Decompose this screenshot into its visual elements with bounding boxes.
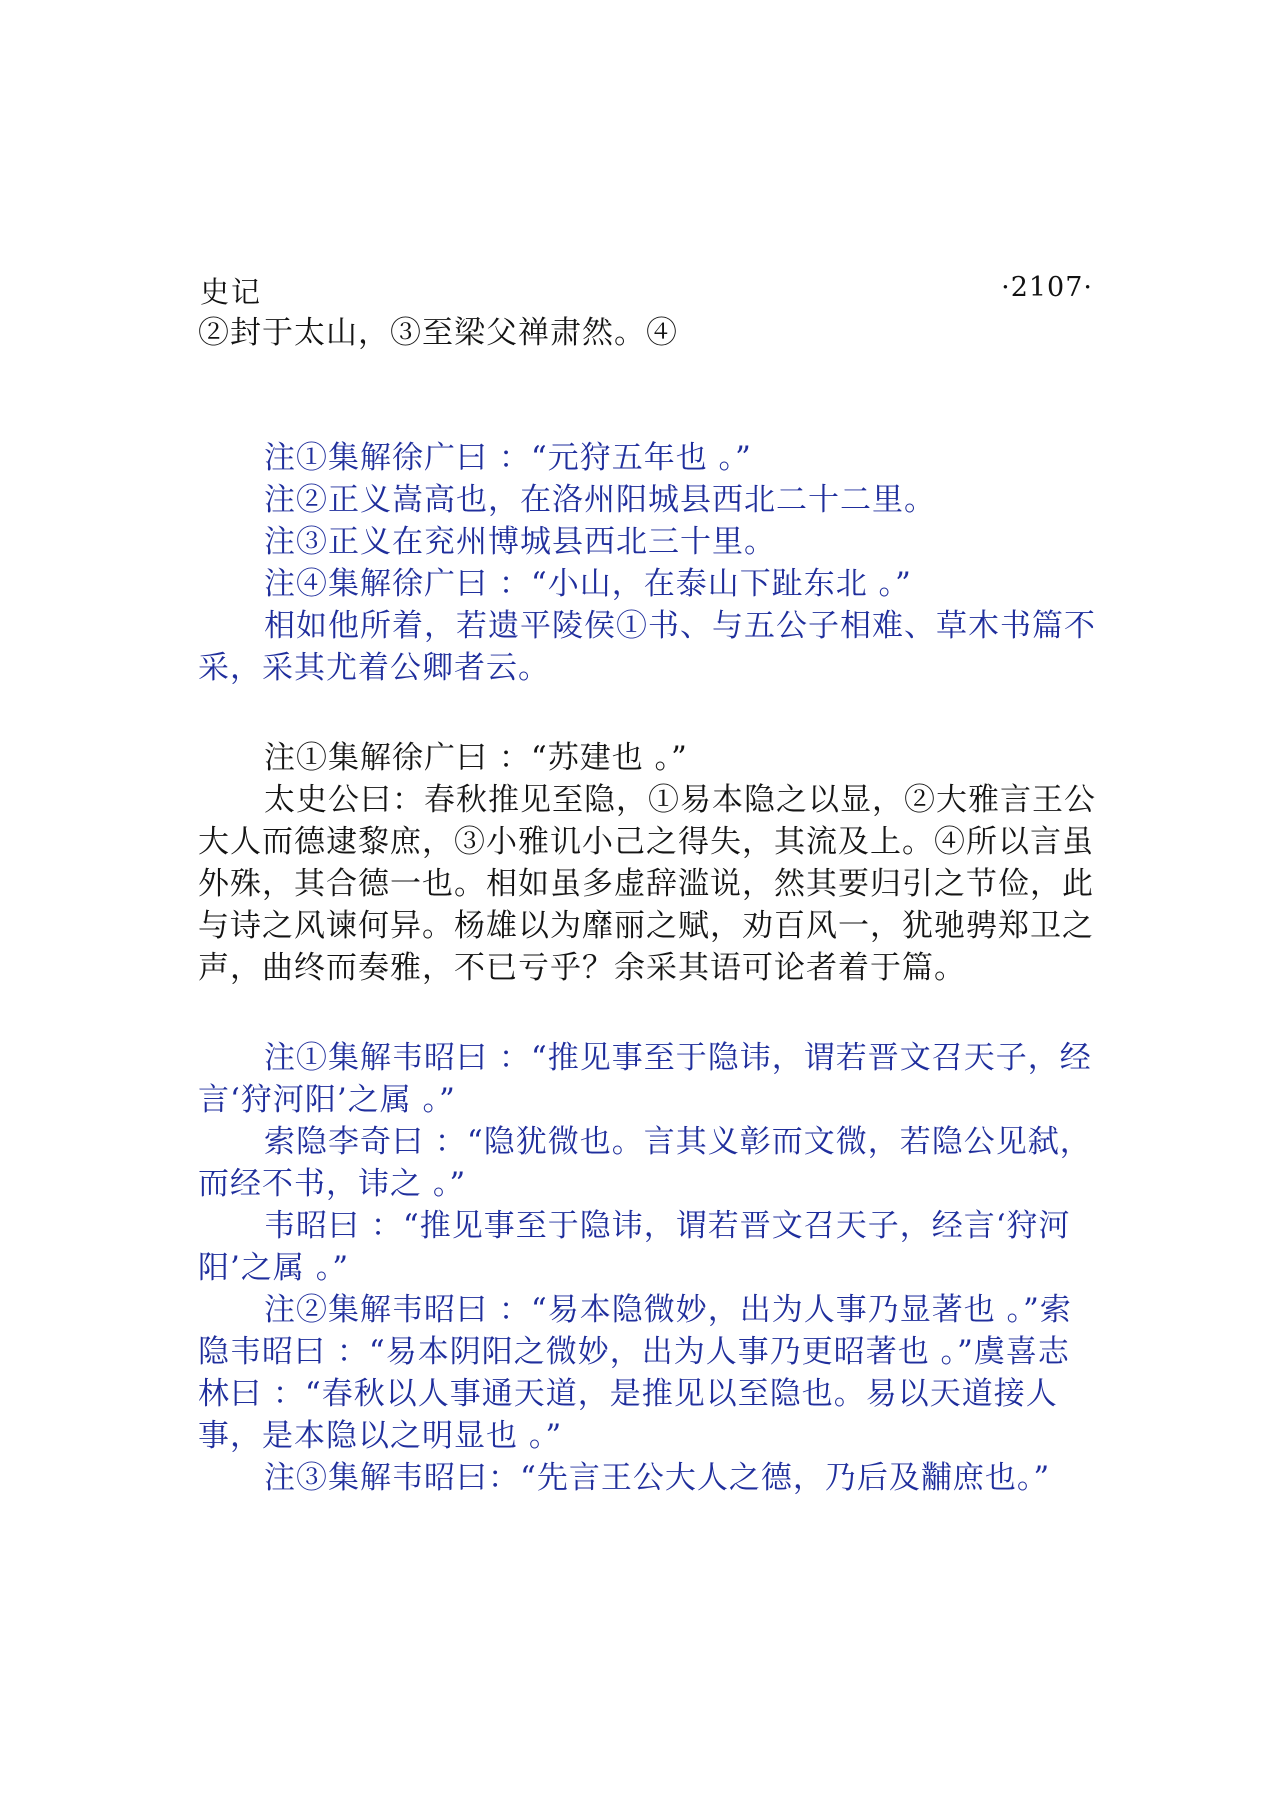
text-block-main-1 <box>198 312 1098 354</box>
annotation-paragraph: 注①集解韦昭曰 ：“推见事至于隐讳，谓若晋文召天子，经言‘狩河阳’之属 。” <box>198 1040 1092 1118</box>
text-block-notes-1 <box>198 437 1098 689</box>
annotation-paragraph: 注②正义嵩高也，在洛州阳城县西北二十二里。 <box>264 482 936 518</box>
main-text-paragraph: ②封于太山，③至梁父禅肃然。④ <box>198 315 678 351</box>
text-block-notes-2 <box>198 1037 1098 1499</box>
text-block-main-2 <box>198 737 1098 989</box>
main-text-paragraph: 太史公曰：春秋推见至隐，①易本隐之以显，②大雅言王公大人而德逮黎庶，③小雅讥小己之得失，其流及上。④所以言虽外殊，其合德一也。相如虽多虚辞滥说，然其要归引之节俭，此与诗之风谏何异。杨雄以为靡丽之赋，劝百风一，犹驰骋郑卫之声，曲终而奏雅，不已亏乎？余采其语可论者着于篇。 <box>198 782 1096 986</box>
page-number: ·2107· <box>1001 272 1093 303</box>
annotation-paragraph: 韦昭曰 ：“推见事至于隐讳，谓若晋文召天子，经言‘狩河阳’之属 。” <box>198 1208 1071 1286</box>
annotation-paragraph: 注①集解徐广曰 ：“元狩五年也 。” <box>264 440 752 476</box>
running-header-title: 史记 <box>200 275 263 309</box>
annotation-paragraph: 索隐李奇曰 ：“隐犹微也。言其义彰而文微，若隐公见弑，而经不书，讳之 。” <box>198 1124 1092 1202</box>
annotation-paragraph: 相如他所着，若遗平陵侯①书、与五公子相难、草木书篇不采，采其尤着公卿者云。 <box>198 608 1096 686</box>
annotation-paragraph: 注①集解徐广曰 ：“苏建也 。” <box>264 740 688 776</box>
annotation-paragraph: 注③正义在兖州博城县西北三十里。 <box>264 524 776 560</box>
annotation-paragraph: 注③集解韦昭曰：“先言王公大人之德，乃后及黼庶也。” <box>264 1460 1051 1496</box>
annotation-paragraph: 注②集解韦昭曰 ：“易本隐微妙，出为人事乃显著也 。”索隐韦昭曰 ：“易本阴阳之微妙，出为人事乃更昭著也 。”虞喜志林曰 ：“春秋以人事通天道，是推见以至隐也。易以天道接人事，是本隐以之明显也 。” <box>198 1292 1072 1454</box>
annotation-paragraph: 注④集解徐广曰 ：“小山，在泰山下趾东北 。” <box>264 566 912 602</box>
